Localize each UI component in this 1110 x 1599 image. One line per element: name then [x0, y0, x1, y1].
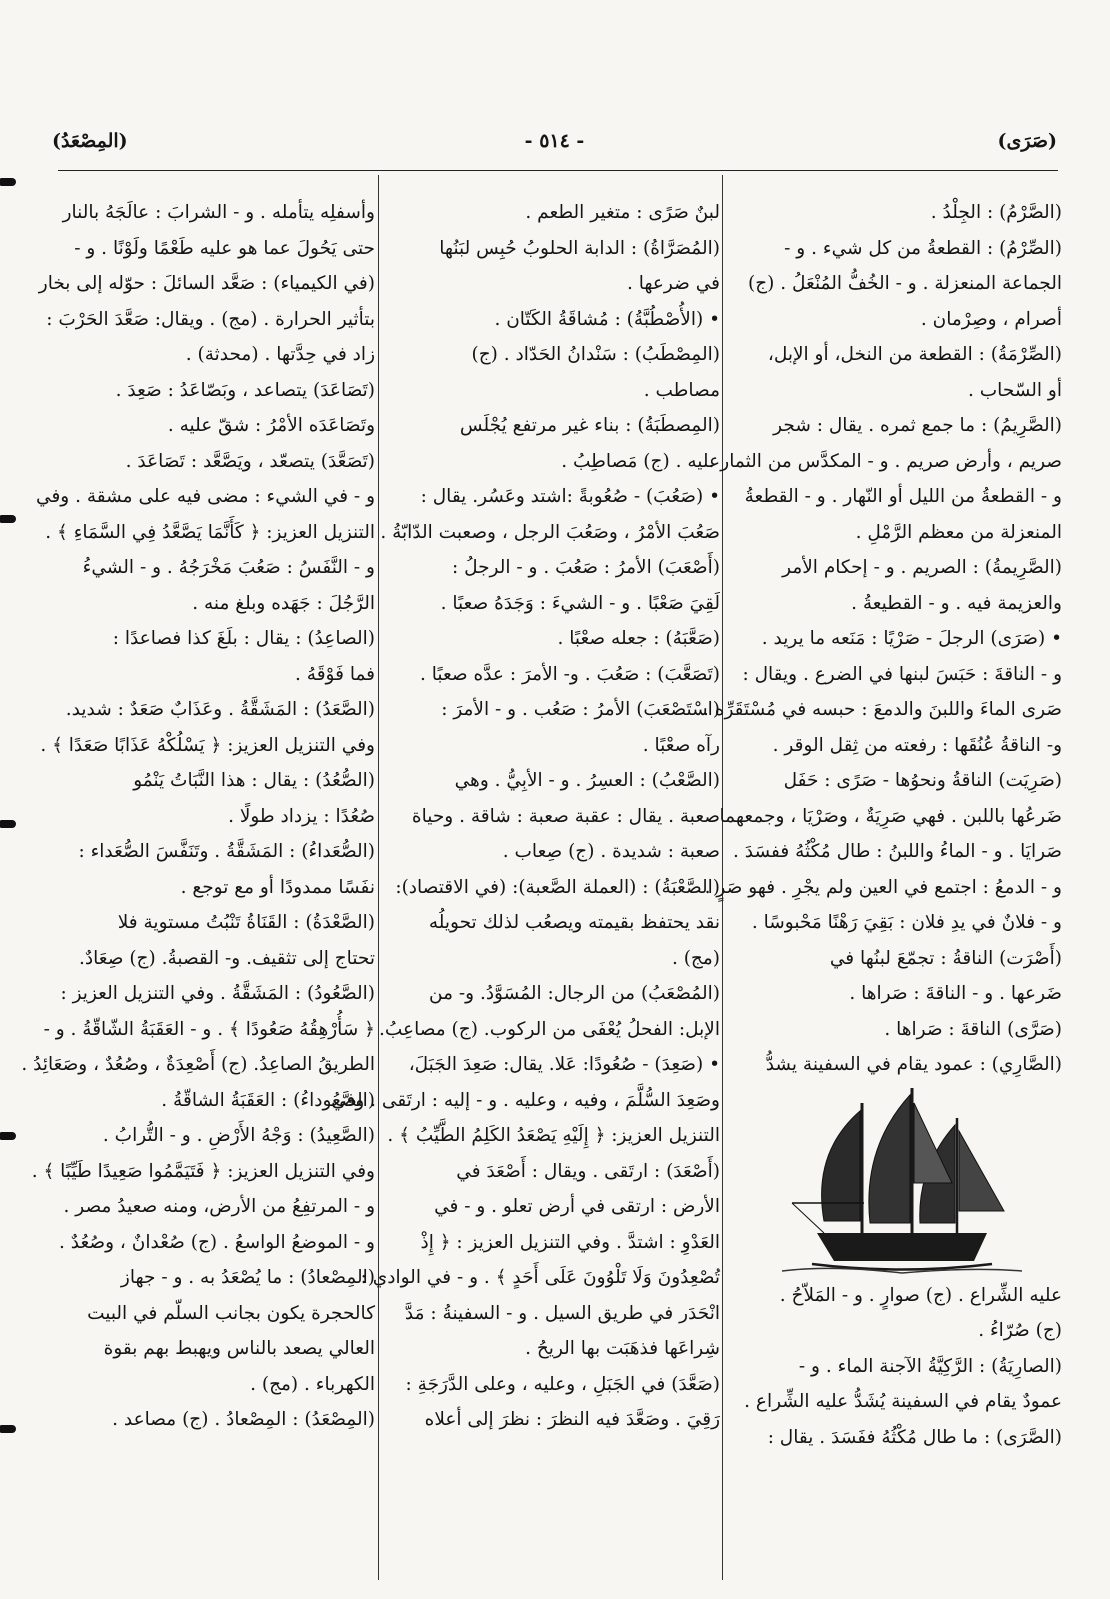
dictionary-line: (الصَّعَدُ) : المَشَقَّةُ . وعَذَابٌ صَعَدٌ : شديد.	[65, 699, 375, 720]
dictionary-line: و - المرتفِعُ من الأرض، ومنه صعيدُ مصر .	[63, 1196, 375, 1217]
dictionary-line: صَرايَا . و - الماءُ واللبنُ : طال مُكْثُهُ ففسَدَ .	[733, 841, 1062, 862]
dictionary-line: (المِصطَبَةُ) : بناء غير مرتفع يُجْلَس	[459, 415, 720, 436]
dictionary-line: نفَسًا ممدودًا أو مع توجع .	[180, 876, 375, 898]
dictionary-line: وفي التنزيل العزيز: ﴿ فَتَيَمَّمُوا صَعِيدًا طَيِّبًا ﴾ .	[31, 1160, 375, 1182]
dictionary-line: صعبة : شديدة . (ج) صِعاب .	[502, 841, 720, 862]
dictionary-line: كالحجرة يكون بجانب السلّم في البيت	[87, 1302, 375, 1324]
dictionary-line: • (الأُصْطُبَّةُ) : مُشاقَةُ الكَتّان .	[494, 308, 720, 330]
column-right-text-continued	[742, 1278, 1062, 1456]
dictionary-line: و - القطعةُ من الليل أو النّهار . و - القطعةُ	[744, 486, 1062, 507]
dictionary-line: في ضرعها .	[626, 273, 720, 294]
dictionary-line: رآه صعْبًا .	[642, 734, 720, 756]
dictionary-line: عليه . (ج) مَصاطِبُ .	[561, 450, 720, 472]
dictionary-line: نقد يحتفظ بقيمته ويصعُب لذلك تحويلُه	[428, 912, 720, 933]
column-right-text	[703, 195, 1062, 1083]
column-left-text	[21, 195, 375, 1438]
dictionary-line: (الصَّعُودُ) : المَشَقَّةُ . وفي التنزيل العزيز :	[60, 983, 375, 1004]
dictionary-line: (الصَّعُوداءُ) : العَقَبَةُ الشاقّةُ .	[161, 1089, 375, 1111]
dictionary-line: و - الدمعُ : اجتمع في العين ولم يجْرِ . فهو صَرٍ .	[704, 876, 1062, 898]
dictionary-line: (الصَّرَى) : ما طال مُكْثُهُ ففَسَدَ . يقال :	[767, 1426, 1062, 1448]
dictionary-line: و- الناقةُ عُنُقَها : رفعته من ثِقل الوقر .	[772, 734, 1062, 756]
dictionary-line: (الصَّعِيدُ) : وَجْهُ الأَرْضِ . و - التُّرابُ .	[102, 1125, 375, 1146]
dictionary-line: • (صَعُبَ) - صُعُوبةً :اشتد وعَسُر. يقال :	[420, 486, 720, 507]
dictionary-line: وتَصَاعَدَه الأمْرُ : شقّ عليه .	[167, 415, 375, 436]
dictionary-line: رَقِيَ . وصَعَّدَ فيه النظرَ : نظرَ إلى أعلاه	[424, 1409, 720, 1430]
margin-scan-mark	[0, 515, 16, 523]
dictionary-line: (ج) صُرّاءُ .	[978, 1320, 1062, 1341]
dictionary-line: (الصَّارِي) : عمود يقام في السفينة يشدُّ	[765, 1054, 1062, 1075]
dictionary-line: (الصَّرِيمُ) : ما جمع ثمره . يقال : شجر	[773, 415, 1062, 436]
dictionary-line: عمودٌ يقام في السفينة يُشَدُّ عليه الشِّراع .	[744, 1391, 1062, 1412]
dictionary-line: ضَرعها . و - الناقةَ : صَراها .	[849, 983, 1062, 1004]
dictionary-line: (أَصْعَبَ) الأمرُ : صَعُبَ . و - الرجلُ :	[452, 557, 720, 578]
dictionary-line: فما فَوْقَهُ .	[295, 663, 375, 685]
dictionary-line: و - النَّفَسُ : صَعُبَ مَخْرَجُهُ . و - الشيءُ	[82, 557, 375, 578]
margin-scan-mark	[0, 178, 16, 186]
page-number: - ٥١٤ -	[524, 130, 585, 152]
header-rule	[58, 170, 1058, 171]
column-divider	[378, 175, 379, 1580]
dictionary-line: (الصارِيَةُ) : الرَّكِيَّةُ الآجنة الماء . و -	[798, 1355, 1062, 1377]
dictionary-line: (صَرَّى) الناقةَ : صَراها .	[884, 1018, 1062, 1040]
dictionary-line: (صَعَّبَهُ) : جعله صعْبًا .	[557, 628, 720, 649]
dictionary-line: (أَصْعَدَ) : ارتَقى . ويقال : أَصْعَدَ في	[456, 1160, 720, 1182]
margin-scan-mark	[0, 820, 16, 828]
dictionary-line: (تَصَاعَدَ) يتصاعد ، وبَصّاعَدُ : صَعِدَ .	[115, 379, 375, 401]
dictionary-line: (المِصْعَدُ) : المِصْعادُ . (ج) مصاعد .	[112, 1409, 375, 1430]
dictionary-line: أو السّحاب .	[968, 379, 1062, 401]
dictionary-line: صريم ، وأرض صريم . و - المكدَّس من الثمار .	[708, 450, 1062, 472]
column-right	[703, 195, 1062, 1580]
dictionary-line: انْحَدَر في طريق السيل . و - السفينةُ : مَدَّ	[404, 1302, 720, 1324]
dictionary-line: (في الكيمياء) : صَعَّد السائلَ : حوّله إلى بخار	[38, 273, 375, 294]
dictionary-line: وفي التنزيل العزيز: ﴿ يَسْلُكْهُ عَذَابًا صَعَدًا ﴾ .	[40, 734, 375, 756]
dictionary-line: تُصْعِدُونَ وَلَا تَلْوُونَ عَلَى أَحَدٍ ﴾ . و - في الوادي :	[360, 1267, 720, 1288]
dictionary-line: (الصِّرْمَةُ) : القطعة من النخل، أو الإبل،	[767, 344, 1062, 365]
dictionary-line: وصَعِدَ السُّلَّمَ ، وفيه ، وعليه . و - إليه : ارتَقى . وفي	[331, 1089, 720, 1111]
dictionary-line: العَدْوِ : اشتدَّ . وفي التنزيل العزيز : ﴿ إِذْ	[420, 1231, 720, 1253]
sailing-ship-illustration	[752, 1083, 1052, 1278]
dictionary-line: (الصَّعْدَةُ) : القَنَاةُ تَنْبُتُ مستوية فلا	[117, 912, 375, 933]
dictionary-line: (صَرِيَت) الناقةُ ونحوُها - صَرًى : حَفَل	[783, 770, 1062, 791]
dictionary-line: ﴿ سَأُرْهِقُهُ صَعُودًا ﴾ . و - العَقَبَةُ الشّاقّةُ . و -	[43, 1018, 375, 1040]
dictionary-line: (المِصْطَبُ) : سَنْدانُ الحَدّاد . (ج)	[471, 344, 720, 365]
dictionary-line: الرَّجُلَ : جَهَده وبلغ منه .	[192, 592, 375, 614]
header-guide-word-right: (صَرَى)	[997, 130, 1057, 152]
dictionary-line: صَعُبَ الأمْرُ ، وصَعُبَ الرجل ، وصعبت الدّابّةُ .	[380, 521, 720, 543]
dictionary-line: (الصُّعَداءُ) : المَشَقَّةُ . وتَنَفَّسَ الصُّعَداء :	[78, 841, 375, 862]
dictionary-line: والعزيمة فيه . و - القطيعةُ .	[851, 592, 1062, 614]
dictionary-line: الطريقُ الصاعِدُ. (ج) أَصْعِدَةٌ ، وصُعُدٌ ، وصَعَائِدُ .	[21, 1054, 375, 1075]
dictionary-line: ضَرعُها باللبن . فهي صَرِيَةٌ ، وصَرْيَا ، وجمعهما	[719, 805, 1062, 827]
dictionary-line: (تَصَعَّدَ) يتصعّد ، ويَصَّعَّد : تَصَاعَدَ .	[125, 450, 375, 472]
dictionary-line: (تَصَعَّبَ) : صَعُبَ . و- الأمرَ : عدَّه صعبًا .	[420, 663, 720, 685]
dictionary-line: الجماعة المنعزلة . و - الخُفُّ المُنْعَلُ . (ج)	[748, 273, 1062, 294]
margin-scan-mark	[0, 1132, 16, 1140]
dictionary-line: و - الناقةَ : حَبَسَ لبنها في الضرع . ويقال :	[742, 663, 1062, 685]
dictionary-line: المنعزلة من معظم الرَّمْلِ .	[855, 521, 1062, 543]
dictionary-line: صَرى الماءَ واللبنَ والدمعَ : حبسه في مُسْتَقَرِّه .	[703, 699, 1062, 720]
dictionary-line: الأرض : ارتقى في أرض تعلو . و - في	[434, 1196, 720, 1217]
dictionary-line: و - في الشيء : مضى فيه على مشقة . وفي	[36, 486, 375, 507]
dictionary-line: الكهرباء . (مج) .	[250, 1373, 375, 1395]
dictionary-line: • (صَعِدَ) - صُعُودًا: عَلا. يقال: صَعِدَ الجَبَلَ،	[408, 1054, 720, 1075]
dictionary-line: (الصَّرِيمةُ) : الصريم . و - إحكام الأمر	[782, 557, 1062, 578]
dictionary-line: (الصَّعْبَةُ) : (العملة الصَّعبة): (في الاقتصاد):	[395, 876, 720, 898]
dictionary-line: صُعُدًا : يزداد طولًا .	[228, 805, 375, 827]
dictionary-line: الإبل: الفحلُ يُعْفَى من الركوب. (ج) مصاعِبُ.	[379, 1018, 720, 1040]
column-left	[21, 195, 375, 1580]
margin-scan-mark	[0, 1425, 16, 1433]
header-guide-word-left: (المِصْعَدُ)	[52, 130, 128, 152]
dictionary-line: مصاطب .	[643, 379, 720, 401]
dictionary-line: حتى يَحُولَ عما هو عليه طَعْمًا ولَوْنًا . و -	[74, 237, 375, 259]
dictionary-line: لبنٌ صَرًى : متغير الطعم .	[525, 202, 720, 223]
dictionary-line: التنزيل العزيز: ﴿ كَأَنَّمَا يَصَّعَّدُ فِي السَّمَاءِ ﴾ .	[45, 521, 375, 543]
dictionary-line: (الصَّعْبُ) : العسِرُ . و - الأبِيُّ . وهي	[454, 770, 720, 791]
dictionary-line: عليه الشِّراع . (ج) صوارٍ . و - المَلاّحُ .	[779, 1284, 1062, 1306]
dictionary-line: (الصُّعُدُ) : يقال : هذا النَّبَاتُ يَنْمُو	[133, 770, 375, 791]
dictionary-line: (أَصْرَت) الناقةُ : تجمّعَ لبنُها في	[829, 947, 1062, 969]
dictionary-line: (المِصْعادُ) : ما يُصْعَدُ به . و - جهاز	[120, 1267, 375, 1288]
dictionary-line: التنزيل العزيز: ﴿ إِلَيْهِ يَصْعَدُ الكَلِمُ الطَّيِّبُ ﴾ .	[387, 1125, 720, 1146]
dictionary-line: (الصِّرْمُ) : القطعةُ من كل شيء . و -	[784, 237, 1062, 259]
dictionary-line: شِراعَها فذهَبَت بها الريحُ .	[525, 1338, 720, 1359]
dictionary-line: صعبة . يقال : عقبة صعبة : شاقة . وحياة	[411, 805, 720, 827]
dictionary-line: و - فلانٌ في يدِ فلان : بَقِيَ رَهْنًا مَحْبوسًا .	[751, 912, 1062, 933]
dictionary-line: (الصَّرْمُ) : الجِلْدُ .	[930, 202, 1062, 223]
dictionary-line: (الصاعِدُ) : يقال : بلَغَ كذا فصاعدًا :	[112, 628, 375, 649]
dictionary-line: (اسْتَصْعَبَ) الأمرُ : صَعُب . و - الأمرَ :	[441, 699, 720, 720]
dictionary-line: أصرام ، وصِرْمان .	[920, 308, 1062, 330]
dictionary-line: تحتاج إلى تثقيف. و- القصبةُ. (ج) صِعَادٌ.	[79, 947, 375, 969]
dictionary-line: (المُصَرَّاةُ) : الدابة الحلوبُ حُبِس لبَنُها	[439, 237, 720, 259]
dictionary-line: و - الموضعُ الواسعُ . (ج) صُعْدانٌ ، وصُعُدٌ .	[59, 1231, 375, 1253]
page-header	[52, 130, 1057, 160]
dictionary-line: لَقِيَ صَعْبًا . و - الشيءَ : وَجَدَهُ صعبًا .	[440, 592, 720, 614]
dictionary-line: (مج) .	[671, 947, 720, 969]
dictionary-line: (المُصْعَبُ) من الرجال: المُسَوَّدُ. و- من	[429, 983, 720, 1004]
dictionary-line: زاد في حِدَّتها . (محدثة) .	[185, 344, 375, 365]
dictionary-line: العالي يصعد بالناس ويهبط بهم بقوة	[103, 1338, 375, 1359]
dictionary-line: وأسفلِه يتأمله . و - الشرابَ : عالَجَهُ بالنار	[62, 202, 375, 223]
dictionary-line: (صَعَّدَ) في الجَبَلِ ، وعليه ، وعلى الدَّرَجَةِ :	[405, 1373, 720, 1395]
dictionary-line: • (صَرَى) الرجلَ - صَرْيًا : مَنَعه ما يريد .	[761, 628, 1062, 649]
dictionary-line: بتأثير الحرارة . (مج) . ويقال: صَعَّدَ الحَرْبَ :	[46, 308, 375, 330]
